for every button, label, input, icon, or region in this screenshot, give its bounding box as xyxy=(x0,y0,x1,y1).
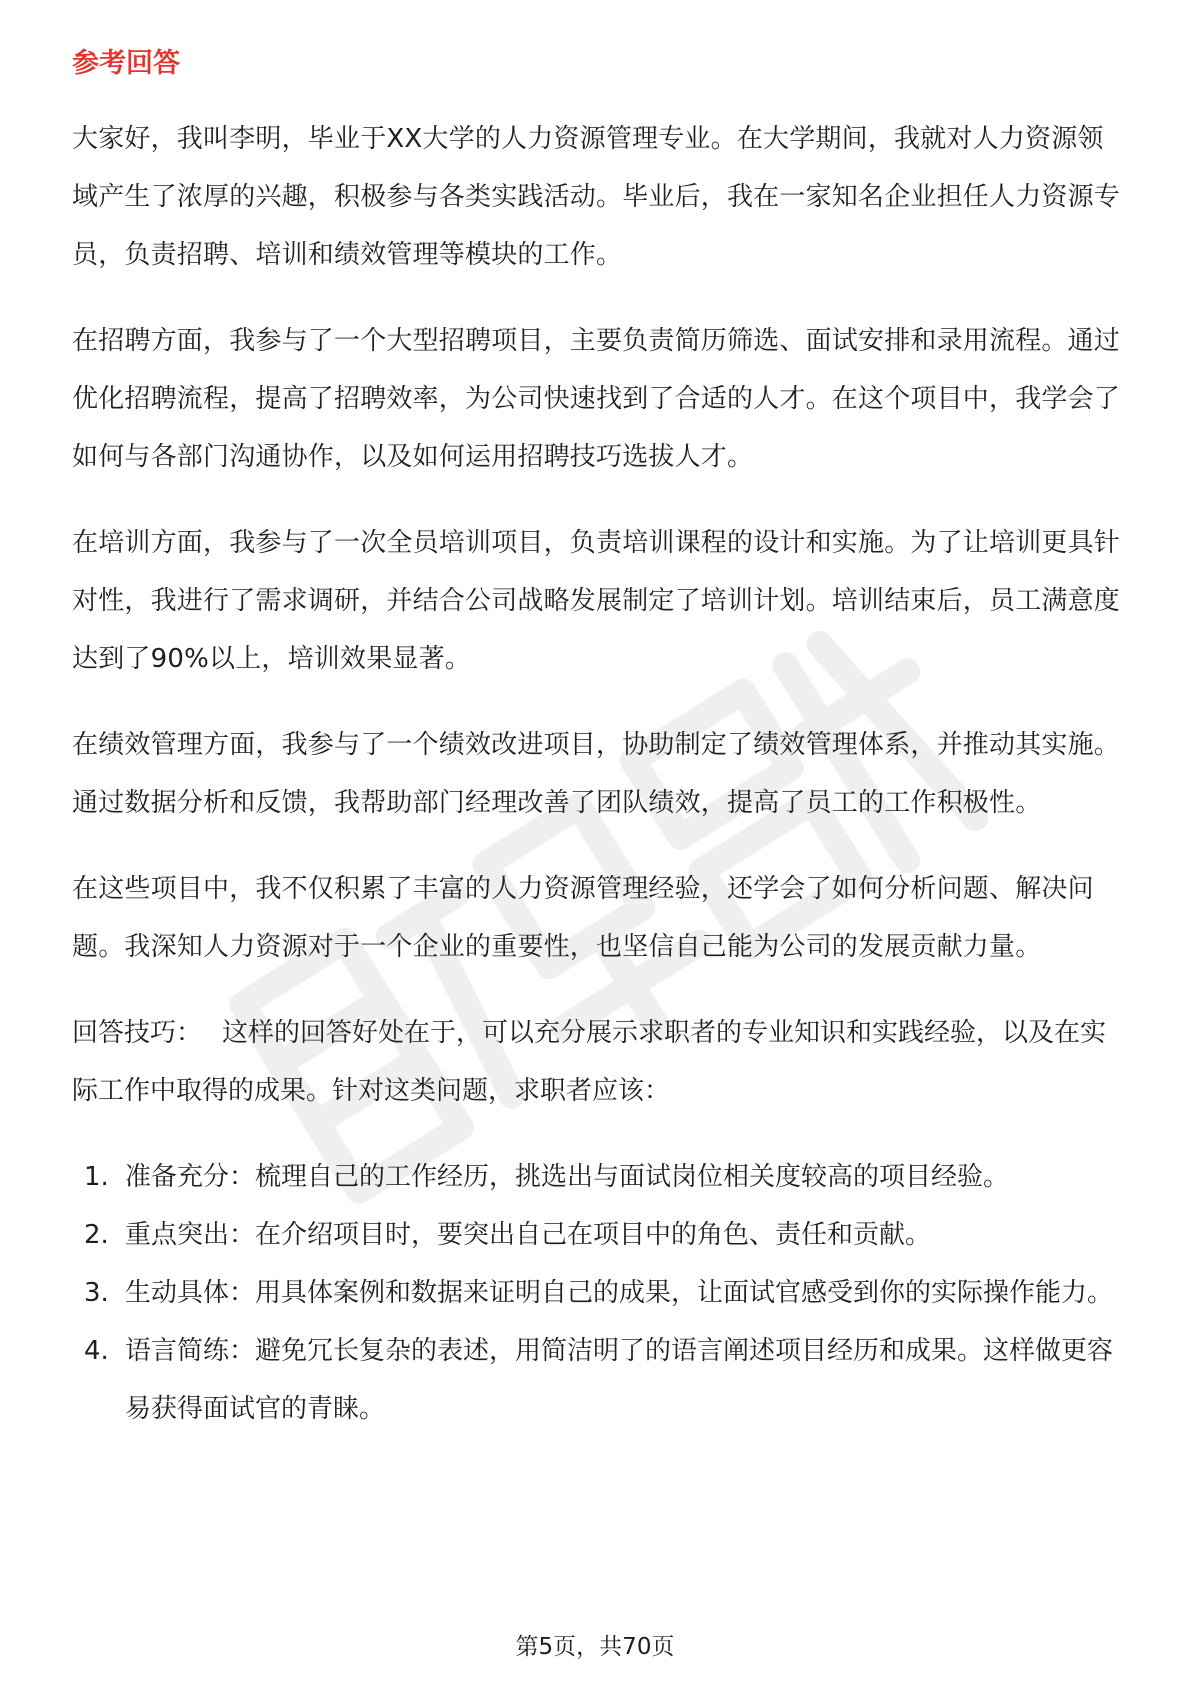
tips-text: 这样的回答好处在于，可以充分展示求职者的专业知识和实践经验，以及在实际工作中取得的成果。针对这类问题，求职者应该： xyxy=(72,1018,1107,1106)
list-item-text: 重点突出：在介绍项目时，要突出自己在项目中的角色、责任和贡献。 xyxy=(125,1220,932,1250)
list-item xyxy=(72,1264,1122,1322)
list-item-number: 4. xyxy=(84,1336,109,1366)
tips-paragraph xyxy=(72,1004,1122,1120)
answer-paragraph-training: 在培训方面，我参与了一次全员培训项目，负责培训课程的设计和实施。为了让培训更具针对性，我进行了需求调研，并结合公司战略发展制定了培训计划。培训结束后，员工满意度达到了90%以上，培训效果显著。 xyxy=(72,528,1121,674)
document-body xyxy=(72,44,1122,1438)
list-item-number: 3. xyxy=(84,1278,109,1308)
list-item xyxy=(72,1322,1122,1438)
tips-label: 回答技巧： xyxy=(72,1018,203,1048)
list-item xyxy=(72,1206,1122,1264)
answer-paragraph-intro: 大家好，我叫李明，毕业于XX大学的人力资源管理专业。在大学期间，我就对人力资源领域产生了浓厚的兴趣，积极参与各类实践活动。毕业后，我在一家知名企业担任人力资源专员，负责招聘、培训和绩效管理等模块的工作。 xyxy=(72,124,1121,270)
page-number: 第5页，共70页 xyxy=(515,1634,675,1660)
answer-paragraph-performance: 在绩效管理方面，我参与了一个绩效改进项目，协助制定了绩效管理体系，并推动其实施。通过数据分析和反馈，我帮助部门经理改善了团队绩效，提高了员工的工作积极性。 xyxy=(72,730,1121,818)
answer-paragraph-recruiting: 在招聘方面，我参与了一个大型招聘项目，主要负责简历筛选、面试安排和录用流程。通过优化招聘流程，提高了招聘效率，为公司快速找到了合适的人才。在这个项目中，我学会了如何与各部门沟通协作，以及如何运用招聘技巧选拔人才。 xyxy=(72,326,1121,472)
list-item-text: 语言简练：避免冗长复杂的表述，用简洁明了的语言阐述项目经历和成果。这样做更容易获得面试官的青睐。 xyxy=(125,1336,1114,1424)
list-item-number: 1. xyxy=(84,1162,109,1192)
answer-paragraph-summary: 在这些项目中，我不仅积累了丰富的人力资源管理经验，还学会了如何分析问题、解决问题。我深知人力资源对于一个企业的重要性，也坚信自己能为公司的发展贡献力量。 xyxy=(72,874,1094,962)
list-item-number: 2. xyxy=(84,1220,109,1250)
list-item-text: 准备充分：梳理自己的工作经历，挑选出与面试岗位相关度较高的项目经验。 xyxy=(125,1162,1010,1192)
list-item-text: 生动具体：用具体案例和数据来证明自己的成果，让面试官感受到你的实际操作能力。 xyxy=(125,1278,1114,1308)
tips-list xyxy=(72,1148,1122,1438)
section-title: 参考回答 xyxy=(72,48,180,79)
list-item xyxy=(72,1148,1122,1206)
